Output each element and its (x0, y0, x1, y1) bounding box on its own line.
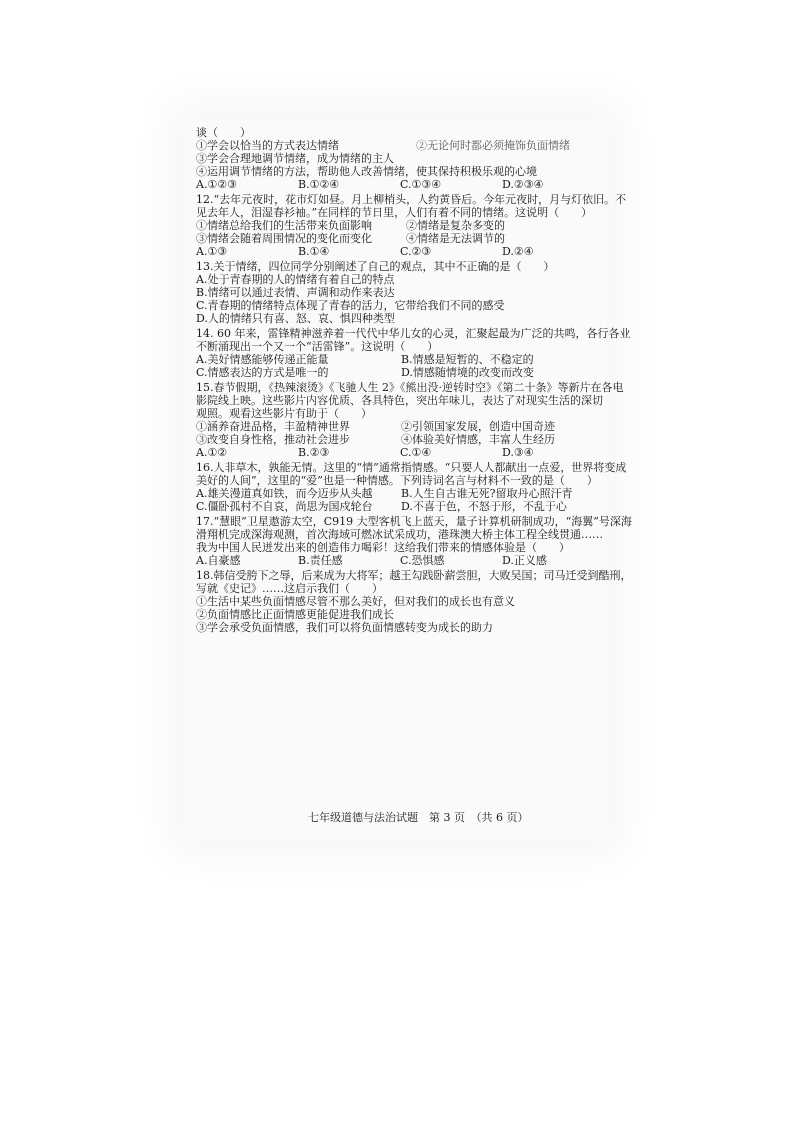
q12-statements-row1 (196, 219, 606, 232)
q11-option-d: D.②③④ (502, 178, 544, 191)
q18-stem-line1: 18.韩信受胯下之辱，后来成为大将军；越王勾践卧薪尝胆，大败吴国；司马迁受到酷刑， (196, 569, 632, 582)
q15-options (196, 446, 606, 459)
q16-options-row1 (196, 487, 606, 500)
q17-stem-line1: 17.“慧眼”卫星遨游太空，C919 大型客机飞上蓝天，量子计算机研制成功，“海翼”号深海 (196, 515, 632, 528)
q14-stem-line1: 14. 60 年来，雷锋精神滋养着一代代中华儿女的心灵，汇聚起最为广泛的共鸣，各行各业 (196, 327, 631, 340)
q11-options (196, 178, 606, 191)
q15-option-b: B.②③ (298, 446, 330, 459)
q16-option-b: B.人生自古谁无死?留取丹心照汗青 (401, 487, 573, 500)
q13-option-b: B.情绪可以通过表情、声调和动作来表达 (196, 286, 395, 299)
q17-stem-line3: 我为中国人民迸发出来的创造伟力喝彩！这给我们带来的情感体验是（ ） (196, 541, 570, 554)
q15-stem-line2: 影院线上映。这些影片内容优质、各具特色，突出年味儿，表达了对现实生活的深切 (196, 394, 603, 407)
q12-statement-2: ②情绪是复杂多变的 (406, 219, 505, 232)
q18-statement-3: ③学会承受负面情感，我们可以将负面情感转变为成长的助力 (196, 621, 493, 634)
q16-option-a: A.雄关漫道真如铁，而今迈步从头越 (196, 487, 373, 500)
q15-statement-3: ③改变自身性格，推动社会进步 (196, 433, 350, 446)
q14-stem-line2: 不断涌现出一个又一个“活雷锋”。这说明（ ） (196, 340, 439, 353)
q11-statement-4: ④运用调节情绪的方法，帮助他人改善情绪，使其保持积极乐观的心境 (196, 165, 537, 178)
q14-options-row2 (196, 366, 606, 379)
q12-stem-line1: 12.“去年元夜时，花市灯如昼。月上柳梢头，人约黄昏后。今年元夜时，月与灯依旧。不 (196, 193, 627, 206)
q16-stem-line1: 16.人非草木，孰能无情。这里的“情”通常指情感。“只要人人都献出一点爱，世界将变成 (196, 461, 627, 474)
q16-stem-line2: 美好的人间”，这里的“爱”也是一种情感。下列诗词名言与材料不一致的是（ ） (196, 474, 598, 487)
page-footer: 七年级道德与法治试题 第 3 页 （共 6 页） (308, 811, 529, 824)
q11-statement-3: ③学会合理地调节情绪，成为情绪的主人 (196, 152, 394, 165)
q12-statement-1: ①情绪总给我们的生活带来负面影响 (196, 219, 372, 232)
q15-stem-line1: 15.春节假期，《热辣滚烫》《飞驰人生 2》《熊出没·逆转时空》《第二十条》等新片在各电 (196, 381, 624, 394)
q15-statement-2: ②引领国家发展，创造中国奇迹 (401, 420, 555, 433)
q17-option-b: B.责任感 (298, 554, 343, 567)
q16-options-row2 (196, 500, 606, 513)
q14-option-c: C.情感表达的方式是唯一的 (196, 366, 329, 379)
q18-stem-line2: 写就《史记》……这启示我们（ ） (196, 582, 383, 595)
q17-option-d: D.正义感 (502, 554, 547, 567)
q14-option-b: B.情感是短暂的、不稳定的 (401, 353, 534, 366)
q12-options (196, 245, 606, 258)
q12-statement-4: ④情绪是无法调节的 (406, 232, 505, 245)
q12-stem-line2: 见去年人，泪湿春衫袖。”在同样的节日里，人们有着不同的情绪。这说明（ ） (196, 206, 593, 219)
q12-option-d: D.②④ (502, 245, 534, 258)
q14-option-a: A.美好情感能够传递正能量 (196, 353, 329, 366)
q15-option-a: A.①② (196, 446, 228, 459)
q11-option-a: A.①②③ (196, 178, 238, 191)
q12-statements-row2 (196, 232, 606, 245)
q17-option-c: C.恐惧感 (400, 554, 445, 567)
q18-statement-1: ①生活中某些负面情感尽管不那么美好，但对我们的成长也有意义 (196, 595, 515, 608)
q16-option-c: C.僵卧孤村不自哀，尚思为国戍轮台 (196, 500, 373, 513)
q14-option-d: D.情感随情境的改变而改变 (401, 366, 534, 379)
q16-option-d: D.不喜于色，不怒于形，不乱于心 (401, 500, 567, 513)
q13-option-c: C.青春期的情绪特点体现了青春的活力，它带给我们不同的感受 (196, 299, 505, 312)
question-content (196, 126, 632, 634)
q17-option-a: A.自豪感 (196, 554, 241, 567)
q13-option-a: A.处于青春期的人的情绪有着自己的特点 (196, 273, 395, 286)
q13-option-d: D.人的情绪只有喜、怒、哀、惧四种类型 (196, 312, 395, 325)
q17-stem-line2: 滑翔机完成深海观测，首次海域可燃冰试采成功，港珠澳大桥主体工程全线贯通…… (196, 528, 603, 541)
q14-options-row1 (196, 353, 606, 366)
q15-statement-4: ④体验美好情感，丰富人生经历 (401, 433, 555, 446)
q15-statement-1: ①涵养奋进品格，丰盈精神世界 (196, 420, 350, 433)
q12-statement-3: ③情绪会随着周围情况的变化而变化 (196, 232, 372, 245)
q12-option-a: A.①③ (196, 245, 228, 258)
q17-options (196, 554, 606, 567)
q11-option-b: B.①②④ (298, 178, 340, 191)
q13-stem: 13.关于情绪，四位同学分别阐述了自己的观点，其中不正确的是（ ） (196, 260, 555, 273)
q15-statements-row1 (196, 420, 606, 433)
q15-option-c: C.①④ (400, 446, 432, 459)
q11-statements-row1 (196, 139, 606, 152)
q11-option-c: C.①③④ (400, 178, 442, 191)
q11-statement-2: ②无论何时都必须掩饰负面情绪 (416, 139, 570, 152)
q12-option-c: C.②③ (400, 245, 432, 258)
q18-statement-2: ②负面情感比正面情感更能促进我们成长 (196, 608, 394, 621)
q11-stem-tail: 谈（ ） (196, 126, 251, 139)
q15-stem-line3: 观照。观看这些影片有助于（ ） (196, 407, 372, 420)
q15-statements-row2 (196, 433, 606, 446)
q12-option-b: B.①④ (298, 245, 330, 258)
q11-statement-1: ①学会以恰当的方式表达情绪 (196, 139, 339, 152)
q15-option-d: D.③④ (502, 446, 534, 459)
